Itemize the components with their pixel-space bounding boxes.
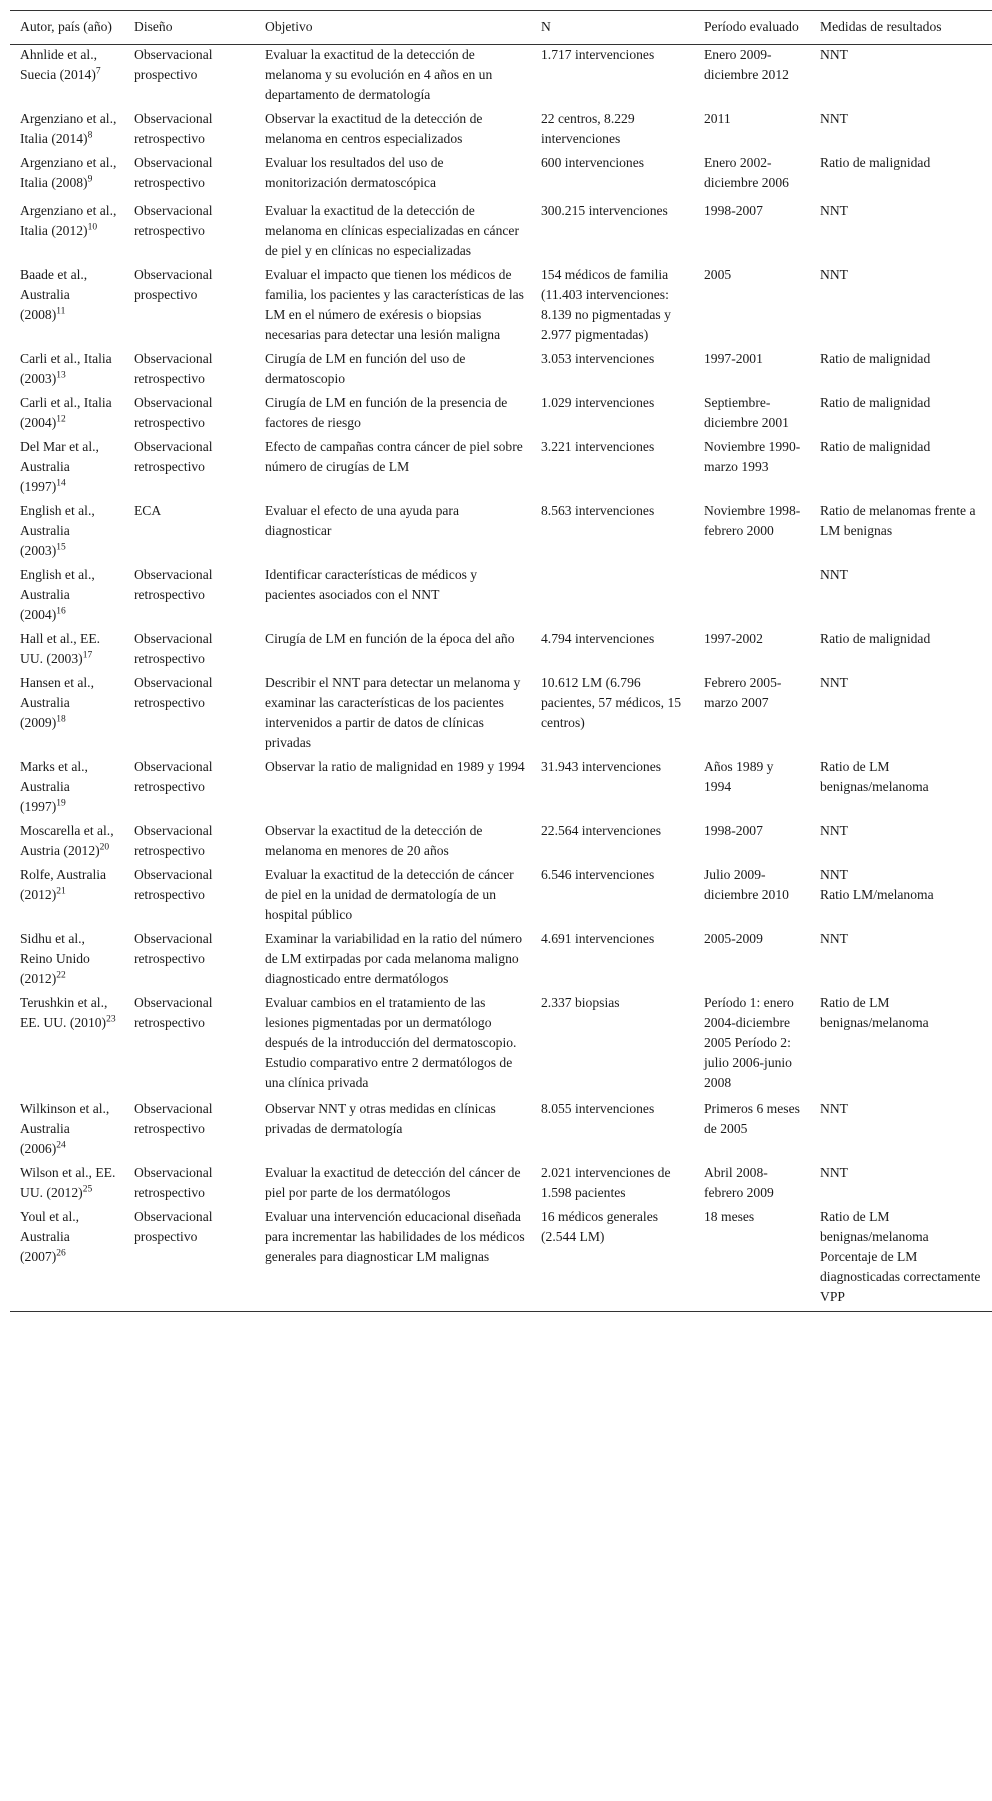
reference-number: 23 <box>106 1014 116 1025</box>
cell-autor <box>10 349 124 393</box>
measure-item: Ratio de malignidad <box>820 155 931 170</box>
cell-diseno: Observacional retrospectivo <box>134 931 213 966</box>
cell-n: 600 intervenciones <box>541 155 645 170</box>
cell-n: 154 médicos de familia (11.403 intervenciones: 8.139 no pigmentadas y 2.977 pigmentadas) <box>541 267 671 342</box>
cell-autor <box>10 629 124 673</box>
reference-number: 14 <box>56 478 66 489</box>
author-text: Moscarella et al., Austria (2012) <box>20 823 114 858</box>
cell-autor <box>10 1099 124 1163</box>
cell-n: 22.564 intervenciones <box>541 823 662 838</box>
cell-objetivo: Evaluar el impacto que tienen los médicos de familia, los pacientes y las características de las LM en el número de exéresis o biopsias necesarias para detectar una lesión maligna <box>265 267 524 342</box>
cell-medidas <box>810 929 992 993</box>
reference-number: 22 <box>56 970 66 981</box>
author-text: Hansen et al., Australia (2009) <box>20 675 94 730</box>
reference-number: 15 <box>56 542 66 553</box>
author-text: Carli et al., Italia (2004) <box>20 395 112 430</box>
cell-diseno: Observacional retrospectivo <box>134 567 213 602</box>
author-text: Carli et al., Italia (2003) <box>20 351 112 386</box>
cell-autor <box>10 993 124 1099</box>
cell-n: 3.053 intervenciones <box>541 351 655 366</box>
cell-objetivo: Describir el NNT para detectar un melanoma y examinar las características de los pacientes intervenidos a partir de datos de clínicas privadas <box>265 675 521 750</box>
cell-periodo: Primeros 6 meses de 2005 <box>704 1101 800 1136</box>
cell-n: 300.215 intervenciones <box>541 203 668 218</box>
reference-number: 24 <box>56 1140 66 1151</box>
cell-autor <box>10 929 124 993</box>
author-text: Baade et al., Australia (2008) <box>20 267 88 322</box>
cell-autor <box>10 1163 124 1207</box>
cell-diseno: Observacional retrospectivo <box>134 631 213 666</box>
cell-n: 8.563 intervenciones <box>541 503 655 518</box>
measure-item: NNT <box>820 1101 848 1116</box>
author-text: Hall et al., EE. UU. (2003) <box>20 631 101 666</box>
cell-periodo: Enero 2009-diciembre 2012 <box>704 47 789 82</box>
header-periodo: Período evaluado <box>704 19 799 34</box>
table-row <box>10 1099 992 1163</box>
cell-periodo: 1998-2007 <box>704 823 763 838</box>
author-text: Youl et al., Australia (2007) <box>20 1209 80 1264</box>
reference-number: 19 <box>56 798 66 809</box>
cell-n: 4.691 intervenciones <box>541 931 655 946</box>
author-text: Terushkin et al., EE. UU. (2010) <box>20 995 108 1030</box>
measure-item: NNT <box>820 47 848 62</box>
table-row <box>10 393 992 437</box>
reference-number: 25 <box>82 1184 93 1195</box>
cell-medidas <box>810 1207 992 1312</box>
cell-diseno: Observacional retrospectivo <box>134 995 213 1030</box>
cell-medidas <box>810 45 992 110</box>
table-row <box>10 265 992 349</box>
cell-objetivo: Evaluar la exactitud de la detección de melanoma en clínicas especializadas en cáncer de piel y en clínicas no especializadas <box>265 203 519 258</box>
measure-item: Ratio LM/melanoma <box>820 887 934 902</box>
cell-medidas <box>810 437 992 501</box>
cell-diseno: Observacional retrospectivo <box>134 759 213 794</box>
cell-objetivo: Evaluar los resultados del uso de monitorización dermatoscópica <box>265 155 444 190</box>
measure-item: VPP <box>820 1289 845 1304</box>
cell-periodo: 18 meses <box>704 1209 755 1224</box>
reference-number: 8 <box>87 130 93 141</box>
author-text: Argenziano et al., Italia (2014) <box>20 111 117 146</box>
author-text: Rolfe, Australia (2012) <box>20 867 107 902</box>
table-row <box>10 109 992 153</box>
cell-n: 6.546 intervenciones <box>541 867 655 882</box>
cell-diseno: ECA <box>134 503 162 518</box>
table-row <box>10 821 992 865</box>
cell-medidas <box>810 153 992 201</box>
cell-n: 22 centros, 8.229 intervenciones <box>541 111 635 146</box>
cell-n: 2.021 intervenciones de 1.598 pacientes <box>541 1165 671 1200</box>
cell-medidas <box>810 865 992 929</box>
cell-periodo: Noviembre 1998-febrero 2000 <box>704 503 801 538</box>
measure-item: Ratio de malignidad <box>820 631 931 646</box>
cell-autor <box>10 757 124 821</box>
header-medidas: Medidas de resultados <box>820 19 942 34</box>
table-row <box>10 153 992 201</box>
cell-medidas <box>810 501 992 565</box>
measure-item: NNT <box>820 1165 848 1180</box>
cell-autor <box>10 501 124 565</box>
cell-objetivo: Evaluar la exactitud de la detección de melanoma y su evolución en 4 años en un departamento de dermatología <box>265 47 493 102</box>
cell-autor <box>10 153 124 201</box>
cell-diseno: Observacional retrospectivo <box>134 351 213 386</box>
cell-diseno: Observacional retrospectivo <box>134 1101 213 1136</box>
cell-autor <box>10 109 124 153</box>
measure-item: Ratio de LM benignas/melanoma <box>820 995 929 1030</box>
cell-objetivo: Evaluar la exactitud de la detección de cáncer de piel en la unidad de dermatología de un hospital público <box>265 867 514 922</box>
cell-diseno: Observacional retrospectivo <box>134 203 213 238</box>
header-diseno: Diseño <box>134 19 173 34</box>
studies-table-container <box>10 10 992 1312</box>
measure-item: Ratio de malignidad <box>820 395 931 410</box>
table-row <box>10 993 992 1099</box>
cell-periodo: Julio 2009-diciembre 2010 <box>704 867 789 902</box>
measure-item: Ratio de malignidad <box>820 351 931 366</box>
author-text: Wilson et al., EE. UU. (2012) <box>20 1165 116 1200</box>
cell-n: 1.029 intervenciones <box>541 395 655 410</box>
cell-periodo: Enero 2002-diciembre 2006 <box>704 155 789 190</box>
reference-number: 17 <box>82 650 93 661</box>
cell-medidas <box>810 1099 992 1163</box>
author-text: Argenziano et al., Italia (2008) <box>20 155 117 190</box>
measure-item: Ratio de LM benignas/melanoma <box>820 1209 929 1244</box>
cell-periodo <box>694 565 810 629</box>
cell-medidas <box>810 565 992 629</box>
cell-autor <box>10 821 124 865</box>
measure-item: Porcentaje de LM diagnosticadas correctamente <box>820 1249 981 1284</box>
cell-diseno: Observacional retrospectivo <box>134 111 213 146</box>
cell-diseno: Observacional prospectivo <box>134 1209 213 1244</box>
reference-number: 20 <box>99 842 110 853</box>
reference-number: 18 <box>56 714 66 725</box>
cell-objetivo: Identificar características de médicos y pacientes asociados con el NNT <box>265 567 478 602</box>
cell-autor <box>10 673 124 757</box>
cell-periodo: Período 1: enero 2004-diciembre 2005 Período 2: julio 2006-junio 2008 <box>704 995 794 1090</box>
cell-n: 4.794 intervenciones <box>541 631 655 646</box>
cell-medidas <box>810 201 992 265</box>
table-row <box>10 501 992 565</box>
reference-number: 16 <box>56 606 66 617</box>
cell-autor <box>10 393 124 437</box>
cell-autor <box>10 1207 124 1312</box>
cell-n: 10.612 LM (6.796 pacientes, 57 médicos, 15 centros) <box>541 675 682 730</box>
cell-medidas <box>810 757 992 821</box>
cell-objetivo: Cirugía de LM en función de la época del año <box>265 631 515 646</box>
cell-medidas <box>810 629 992 673</box>
cell-diseno: Observacional prospectivo <box>134 267 213 302</box>
cell-periodo: Febrero 2005-marzo 2007 <box>704 675 782 710</box>
cell-objetivo: Examinar la variabilidad en la ratio del número de LM extirpadas por cada melanoma maligno diagnosticado entre dermatólogos <box>265 931 523 986</box>
measure-item: NNT <box>820 567 848 582</box>
measure-item: NNT <box>820 823 848 838</box>
table-row <box>10 201 992 265</box>
cell-periodo: Años 1989 y 1994 <box>704 759 774 794</box>
measure-item: NNT <box>820 267 848 282</box>
cell-n: 2.337 biopsias <box>541 995 620 1010</box>
cell-periodo: Noviembre 1990-marzo 1993 <box>704 439 801 474</box>
table-row <box>10 929 992 993</box>
author-text: Argenziano et al., Italia (2012) <box>20 203 117 238</box>
author-text: English et al., Australia (2004) <box>20 567 95 622</box>
measure-item: Ratio de malignidad <box>820 439 931 454</box>
table-row <box>10 1207 992 1312</box>
cell-medidas <box>810 673 992 757</box>
measure-item: Ratio de LM benignas/melanoma <box>820 759 929 794</box>
author-text: Sidhu et al., Reino Unido (2012) <box>20 931 90 986</box>
measure-item: NNT <box>820 931 848 946</box>
reference-number: 10 <box>87 222 98 233</box>
cell-autor <box>10 201 124 265</box>
cell-periodo: 2005-2009 <box>704 931 763 946</box>
measure-item: NNT <box>820 203 848 218</box>
author-text: Del Mar et al., Australia (1997) <box>20 439 99 494</box>
cell-objetivo: Evaluar una intervención educacional diseñada para incrementar las habilidades de los médicos generales para diagnosticar LM malignas <box>265 1209 525 1264</box>
cell-diseno: Observacional retrospectivo <box>134 439 213 474</box>
cell-diseno: Observacional retrospectivo <box>134 155 213 190</box>
cell-medidas <box>810 265 992 349</box>
cell-medidas <box>810 109 992 153</box>
reference-number: 26 <box>56 1248 66 1259</box>
cell-periodo: Abril 2008-febrero 2009 <box>704 1165 774 1200</box>
cell-n: 16 médicos generales (2.544 LM) <box>541 1209 659 1244</box>
header-n: N <box>541 19 551 34</box>
table-header-row <box>10 11 992 45</box>
cell-periodo: 2011 <box>704 111 731 126</box>
cell-medidas <box>810 393 992 437</box>
cell-diseno: Observacional retrospectivo <box>134 395 213 430</box>
cell-n: 31.943 intervenciones <box>541 759 662 774</box>
cell-diseno: Observacional prospectivo <box>134 47 213 82</box>
cell-objetivo: Cirugía de LM en función del uso de dermatoscopio <box>265 351 466 386</box>
cell-periodo: 1997-2002 <box>704 631 763 646</box>
table-row <box>10 45 992 110</box>
reference-number: 11 <box>56 306 66 317</box>
cell-medidas <box>810 349 992 393</box>
cell-objetivo: Observar la exactitud de la detección de melanoma en menores de 20 años <box>265 823 483 858</box>
cell-objetivo: Observar la exactitud de la detección de melanoma en centros especializados <box>265 111 483 146</box>
table-row <box>10 865 992 929</box>
cell-objetivo: Observar la ratio de malignidad en 1989 y 1994 <box>265 759 525 774</box>
cell-medidas <box>810 993 992 1099</box>
reference-number: 7 <box>95 66 101 77</box>
table-row <box>10 629 992 673</box>
measure-item: NNT <box>820 675 848 690</box>
reference-number: 13 <box>56 370 66 381</box>
cell-medidas <box>810 1163 992 1207</box>
author-text: Ahnlide et al., Suecia (2014) <box>20 47 98 82</box>
cell-n: 1.717 intervenciones <box>541 47 655 62</box>
cell-diseno: Observacional retrospectivo <box>134 823 213 858</box>
table-row <box>10 349 992 393</box>
cell-n: 8.055 intervenciones <box>541 1101 655 1116</box>
measure-item: NNT <box>820 867 848 882</box>
cell-diseno: Observacional retrospectivo <box>134 867 213 902</box>
cell-autor <box>10 45 124 110</box>
cell-n <box>531 565 694 629</box>
cell-objetivo: Evaluar cambios en el tratamiento de las lesiones pigmentadas por un dermatólogo después de la introducción del dermatoscopio. Estudio comparativo entre 2 dermatólogos de una clínica privada <box>265 995 517 1090</box>
measure-item: Ratio de melanomas frente a LM benignas <box>820 503 976 538</box>
table-row <box>10 437 992 501</box>
cell-medidas <box>810 821 992 865</box>
cell-n: 3.221 intervenciones <box>541 439 655 454</box>
cell-periodo: 1998-2007 <box>704 203 763 218</box>
studies-table <box>10 10 992 1312</box>
cell-autor <box>10 437 124 501</box>
table-row <box>10 673 992 757</box>
cell-autor <box>10 865 124 929</box>
table-row <box>10 1163 992 1207</box>
cell-autor <box>10 565 124 629</box>
cell-objetivo: Evaluar el efecto de una ayuda para diagnosticar <box>265 503 459 538</box>
author-text: English et al., Australia (2003) <box>20 503 95 558</box>
header-objetivo: Objetivo <box>265 19 313 34</box>
cell-objetivo: Cirugía de LM en función de la presencia de factores de riesgo <box>265 395 508 430</box>
table-row <box>10 565 992 629</box>
author-text: Marks et al., Australia (1997) <box>20 759 88 814</box>
cell-objetivo: Efecto de campañas contra cáncer de piel sobre número de cirugías de LM <box>265 439 523 474</box>
table-body <box>10 45 992 1312</box>
table-row <box>10 757 992 821</box>
cell-periodo: 2005 <box>704 267 732 282</box>
cell-periodo: 1997-2001 <box>704 351 763 366</box>
cell-objetivo: Observar NNT y otras medidas en clínicas privadas de dermatología <box>265 1101 496 1136</box>
cell-autor <box>10 265 124 349</box>
cell-diseno: Observacional retrospectivo <box>134 675 213 710</box>
cell-periodo: Septiembre-diciembre 2001 <box>704 395 789 430</box>
header-autor: Autor, país (año) <box>20 19 112 34</box>
cell-objetivo: Evaluar la exactitud de detección del cáncer de piel por parte de los dermatólogos <box>265 1165 521 1200</box>
reference-number: 9 <box>87 174 93 185</box>
cell-diseno: Observacional retrospectivo <box>134 1165 213 1200</box>
author-text: Wilkinson et al., Australia (2006) <box>20 1101 110 1156</box>
measure-item: NNT <box>820 111 848 126</box>
reference-number: 12 <box>56 414 66 425</box>
reference-number: 21 <box>56 886 66 897</box>
